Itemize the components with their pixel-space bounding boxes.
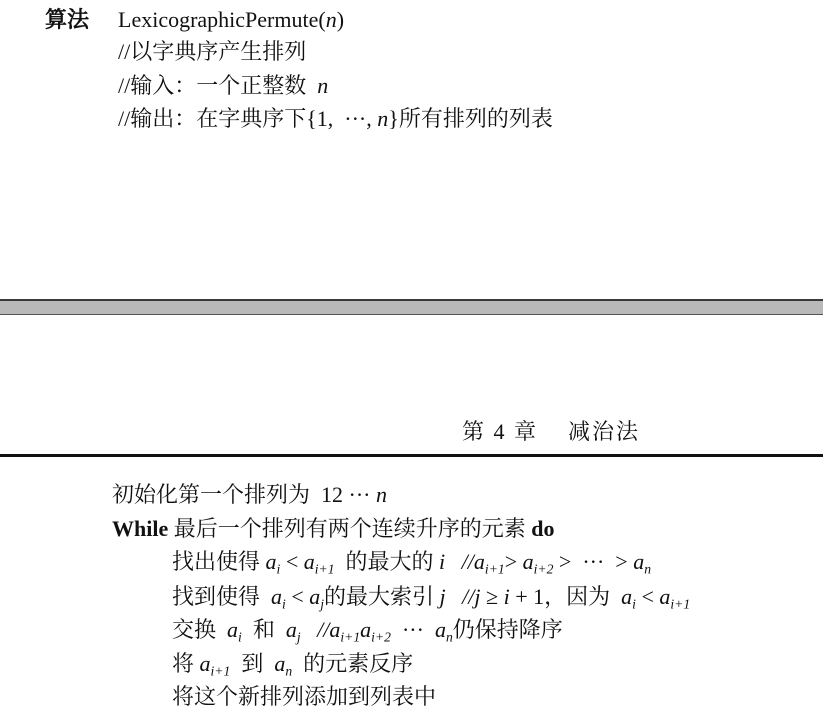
math-var	[621, 584, 636, 610]
var-subscript: n	[285, 663, 293, 679]
algorithm-signature	[45, 7, 344, 33]
math-var	[474, 549, 505, 575]
var-subscript: i+1	[210, 663, 231, 679]
var-subscript: n	[644, 561, 652, 577]
math-var	[200, 651, 231, 677]
math-var: j	[474, 584, 481, 609]
math-var: n	[375, 482, 387, 507]
var-subscript: i+1	[340, 629, 361, 645]
text-segment: 的最大的	[334, 549, 440, 574]
text-segment: 初始化第一个排列为 12 ···	[112, 482, 376, 507]
comment-output	[118, 106, 553, 132]
comment-purpose-text: //以字典序产生排列	[118, 39, 307, 64]
comment-purpose	[118, 39, 306, 65]
math-var	[329, 617, 360, 643]
var-subscript: j	[296, 629, 301, 645]
var-subscript: i+2	[371, 629, 391, 645]
math-var: i	[503, 584, 510, 609]
keyword-while: While	[112, 516, 169, 541]
text-segment: 到	[230, 651, 275, 676]
pseudocode-line-find-i	[172, 549, 651, 575]
algorithm-label: 算法	[45, 7, 90, 32]
math-var	[271, 584, 286, 610]
comment-input	[118, 73, 328, 99]
text-segment: 将这个新排列添加到列表中	[172, 684, 437, 709]
math-var	[435, 617, 453, 643]
var-base: a	[329, 617, 341, 642]
math-var	[523, 549, 554, 575]
comment-output-text-before: //输出：在字典序下{1, ···,	[118, 106, 378, 131]
var-base: a	[360, 617, 372, 642]
text-segment: 找到使得	[172, 584, 272, 609]
var-subscript: j	[320, 596, 325, 612]
var-base: a	[274, 651, 286, 676]
var-subscript: i+1	[314, 561, 335, 577]
text-segment: 交换	[172, 617, 228, 642]
text-segment: >	[504, 549, 523, 574]
var-base: a	[303, 549, 315, 574]
math-var: j	[439, 584, 446, 609]
var-base: a	[473, 549, 485, 574]
var-base: a	[621, 584, 633, 609]
comment-marker: //	[445, 549, 474, 574]
math-var	[266, 549, 281, 575]
text-segment: + 1，因为	[509, 584, 622, 609]
math-var	[286, 617, 301, 643]
pseudocode-line-find-j	[172, 584, 690, 610]
math-var: i	[439, 549, 446, 574]
var-subscript: i	[276, 561, 281, 577]
pseudocode-line-swap	[172, 617, 563, 643]
var-subscript: i	[282, 596, 286, 612]
var-subscript: i+1	[670, 596, 691, 612]
comment-marker: //	[445, 584, 475, 609]
math-var	[309, 584, 324, 610]
var-base: a	[271, 584, 283, 609]
text-segment: 的元素反序	[292, 651, 414, 676]
var-subscript: i+1	[484, 561, 505, 577]
text-segment: <	[635, 584, 660, 609]
pseudocode-line-while	[112, 516, 555, 542]
pseudocode-line-init	[112, 482, 387, 508]
var-subscript: n	[445, 629, 453, 645]
text-segment: 和	[241, 617, 286, 642]
var-base: a	[633, 549, 645, 574]
running-header	[462, 419, 640, 445]
text-segment: ···	[390, 617, 435, 642]
algorithm-paren-close: )	[336, 7, 345, 32]
var-base: a	[227, 617, 239, 642]
math-var	[633, 549, 651, 575]
pseudocode-line-append	[172, 684, 436, 710]
algorithm-name: LexicographicPermute(	[118, 7, 326, 32]
comment-marker: //	[300, 617, 330, 642]
math-var	[227, 617, 242, 643]
algorithm-param: n	[325, 7, 337, 32]
math-var	[274, 651, 292, 677]
text-segment: 将	[172, 651, 200, 676]
comment-input-text: //输入：一个正整数	[118, 73, 318, 98]
header-rule	[0, 454, 823, 457]
var-base: a	[659, 584, 671, 609]
text-segment: 找出使得	[172, 549, 266, 574]
var-base: a	[199, 651, 211, 676]
math-var	[659, 584, 690, 610]
math-var	[304, 549, 335, 575]
text-segment: <	[285, 584, 310, 609]
text-segment: 仍保持降序	[452, 617, 563, 642]
var-base: a	[522, 549, 534, 574]
pseudocode-line-reverse	[172, 651, 413, 677]
math-var	[360, 617, 391, 643]
var-base: a	[265, 549, 277, 574]
text-segment: 最后一个排列有两个连续升序的元素	[168, 516, 532, 541]
comment-output-var: n	[377, 106, 389, 131]
var-subscript: i+2	[533, 561, 554, 577]
chapter-title: 减治法	[568, 419, 641, 444]
keyword-do: do	[531, 516, 555, 541]
var-base: a	[434, 617, 446, 642]
text-segment: > ··· >	[553, 549, 634, 574]
text-segment: <	[280, 549, 304, 574]
comment-input-var: n	[317, 73, 329, 98]
text-segment: ≥	[480, 584, 504, 609]
text-segment: 的最大索引	[324, 584, 440, 609]
chapter-number: 第 4 章	[462, 419, 539, 444]
comment-output-text-after: }所有排列的列表	[388, 106, 553, 131]
page-separator-band	[0, 299, 823, 315]
var-subscript: i	[238, 629, 242, 645]
var-base: a	[309, 584, 321, 609]
var-subscript: i	[632, 596, 636, 612]
var-base: a	[285, 617, 297, 642]
